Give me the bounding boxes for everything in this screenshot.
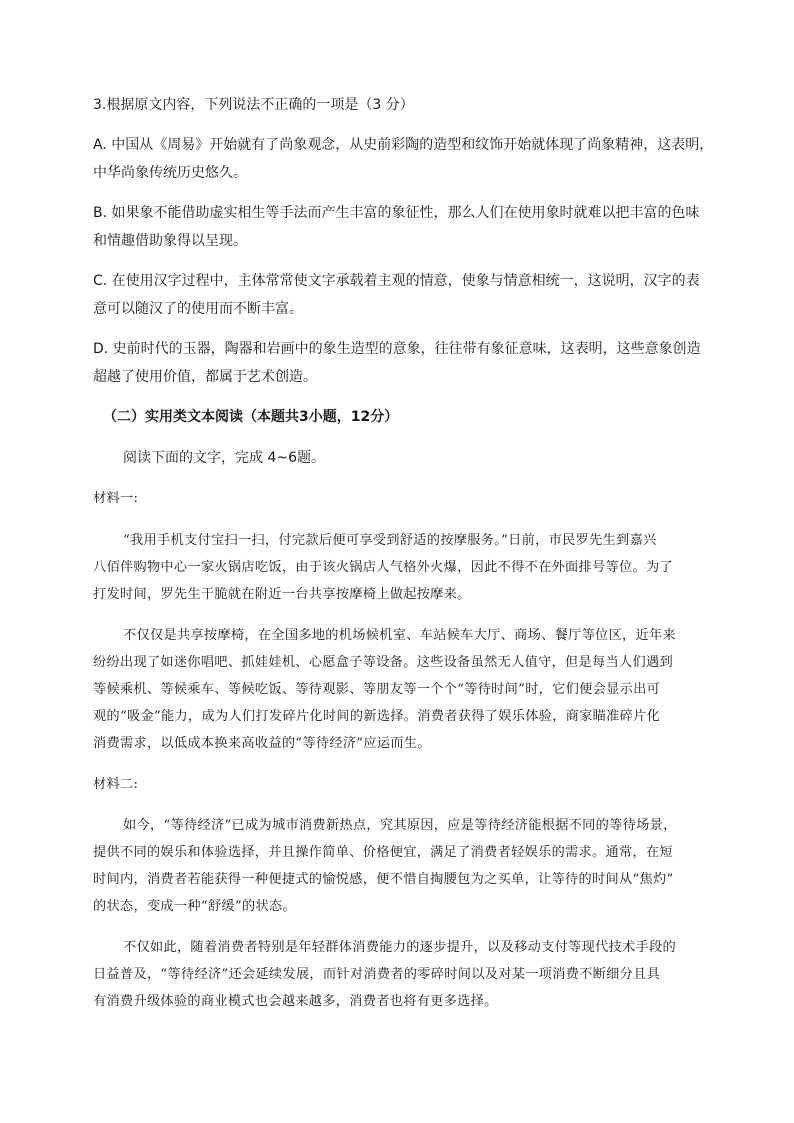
material-1-para-1-line-1: “我用手机支付宝扫一扫，付完款后便可享受到舒适的按摩服务。”日前，市民罗先生到嘉兴 <box>123 533 657 548</box>
material-1-para-1-line-3: 打发时间，罗先生干脆就在附近一台共享按摩椅上做起按摩来。 <box>93 587 471 602</box>
option-b-line-1: B. 如果象不能借助虚实相生等手法而产生丰富的象征性，那么人们在使用象时就难以把丰富的色味 <box>93 205 700 221</box>
question-3-stem: 3.根据原文内容，下列说法不正确的一项是（3 分） <box>93 97 414 113</box>
material-2-para-1-line-2: 提供不同的娱乐和体验选择，并且操作简单、价格便宜，满足了消费者轻娱乐的需求。通常，在短 <box>93 845 673 860</box>
material-2-para-2-line-3: 有消费升级体验的商业模式也会越来越多，消费者也将有更多选择。 <box>93 994 498 1009</box>
material-2-para-1-line-1: 如今，“等待经济”已成为城市消费新热点，究其原因，应是等待经济能根据不同的等待场景， <box>123 818 677 833</box>
material-2-para-2-line-2: 日益普及，“等待经济”还会延续发展，而针对消费者的零碎时间以及对某一项消费不断细分且具 <box>93 967 661 982</box>
material-1-para-2-line-3: 等候乘机、等候乘车、等候吃饭、等待观影、等朋友等一个个“等待时间”时，它们便会显示出可 <box>93 682 661 697</box>
material-1-para-2-line-4: 观的“吸金”能力，成为人们打发碎片化时间的新选择。消费者获得了娱乐体验，商家瞄准碎片化 <box>93 709 661 724</box>
section-2-instruction: 阅读下面的文字，完成 4~6题。 <box>123 450 325 466</box>
material-1-para-1-line-2: 八佰伴购物中心一家火锅店吃饭，由于该火锅店人气格外火爆，因此不得不在外面排号等位。为了 <box>93 560 673 575</box>
option-c-line-1: C. 在使用汉字过程中，主体常常使文字承载着主观的情意，使象与情意相统一，这说明，汉字的表 <box>93 273 700 289</box>
material-2-para-1-line-4: 的状态，变成一种“舒缓”的状态。 <box>93 899 296 914</box>
option-d-line-1: D. 史前时代的玉器，陶器和岩画中的象生造型的意象，往往带有象征意味，这表明，这些意象创造 <box>93 341 701 357</box>
material-1-label: 材料一: <box>93 491 139 506</box>
option-d-line-2: 超越了使用价值，都属于艺术创造。 <box>93 369 317 385</box>
material-2-para-1-line-3: 时间内，消费者若能获得一种便捷式的愉悦感，便不惜自掏腰包为之买单，让等待的时间从“焦灼” <box>93 872 674 887</box>
material-1-para-2-line-5: 消费需求，以低成本换来高收益的“等待经济”应运而生。 <box>93 736 431 751</box>
option-a-line-1: A. 中国从《周易》开始就有了尚象观念，从史前彩陶的造型和纹饰开始就体现了尚象精神，这表明， <box>93 137 714 153</box>
material-1-para-2-line-2: 纷纷出现了如迷你唱吧、抓娃娃机、心愿盒子等设备。这些设备虽然无人值守，但是每当人们遇到 <box>93 655 673 670</box>
option-a-line-2: 中华尚象传统历史悠久。 <box>93 165 247 181</box>
option-b-line-2: 和情趣借助象得以呈现。 <box>93 233 247 249</box>
section-2-heading: （二）实用类文本阅读（本题共3小题，12分） <box>103 409 399 425</box>
material-1-para-2-line-1: 不仅仅是共享按摩椅，在全国多地的机场候机室、车站候车大厅、商场、餐厅等位区，近年来 <box>123 628 676 643</box>
option-c-line-2: 意可以随汉了的使用而不断丰富。 <box>93 301 303 317</box>
material-2-para-2-line-1: 不仅如此，随着消费者特别是年轻群体消费能力的逐步提升，以及移动支付等现代技术手段的 <box>123 940 676 955</box>
material-2-label: 材料二: <box>93 777 139 792</box>
